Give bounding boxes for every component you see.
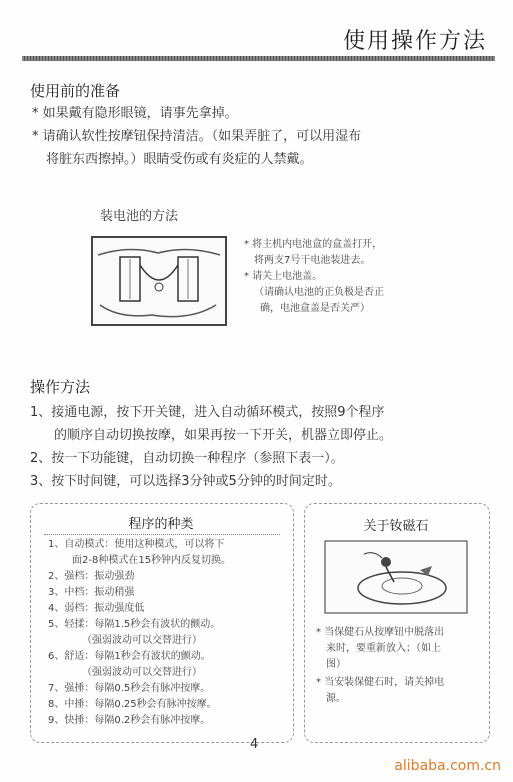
program-item-8: 8、中捶：每隔0.25秒会有脉冲按摩。 — [48, 699, 217, 710]
program-box-divider — [44, 534, 280, 535]
program-item-4: 4、弱档：振动强度低 — [48, 603, 145, 614]
page-number: 4 — [250, 737, 259, 752]
operation-line-4: 3、按下时间键，可以选择3分钟或5分钟的时间定时。 — [30, 474, 341, 489]
before-use-line-2: * 请确认软性按摩钮保持清洁。（如果弄脏了，可以用湿布 — [32, 129, 362, 144]
program-item-5: 5、轻揉：每隔1.5秒会有波状的颤动。 — [48, 619, 221, 630]
operation-heading: 操作方法 — [30, 378, 91, 396]
magnet-note-3: 图） — [326, 659, 346, 670]
before-use-line-3: 将脏东西擦掉。）眼睛受伤或有炎症的人禁戴。 — [46, 152, 313, 167]
magnet-note-4: * 当安装保健石时，请关掉电 — [316, 677, 445, 688]
program-item-7: 7、强捶：每隔0.5秒会有脉冲按摩。 — [48, 683, 211, 694]
battery-installation-illustration — [90, 235, 228, 327]
battery-note-3: * 请关上电池盖。 — [244, 271, 323, 282]
battery-note-5: 确，电池盒盖是否关严） — [260, 303, 370, 314]
header-divider — [22, 56, 495, 61]
program-item-1: 1、自动模式：使用这种模式，可以将下 — [48, 539, 225, 550]
magnet-box-title: 关于钕磁石 — [363, 519, 429, 534]
battery-note-2: 将两支7号干电池装进去。 — [254, 255, 371, 266]
operation-line-2: 的顺序自动切换按摩，如果再按一下开关，机器立即停止。 — [54, 428, 393, 443]
before-use-heading: 使用前的准备 — [30, 82, 121, 100]
operation-line-1: 1、接通电源，按下开关键，进入自动循环模式，按照9个程序 — [30, 405, 385, 420]
before-use-line-1: * 如果戴有隐形眼镜，请事先拿掉。 — [32, 106, 238, 121]
battery-note-4: （请确认电池的正负极是否正 — [254, 287, 384, 298]
watermark-url: alibaba.com.cn — [394, 758, 501, 774]
operation-line-3: 2、按一下功能键，自动切换一种程序（参照下表一）。 — [30, 451, 344, 466]
program-item-6: 6、舒适：每隔1秒会有波状的颤动。 — [48, 651, 211, 662]
program-item-9: 9、快捶：每隔0.2秒会有脉冲按摩。 — [48, 715, 211, 726]
magnet-stone-illustration — [324, 540, 468, 614]
magnet-note-5: 源。 — [326, 693, 346, 704]
program-item-6-note: （强弱波动可以交替进行） — [82, 667, 202, 678]
magnet-info-box — [304, 503, 490, 743]
program-box-title: 程序的种类 — [128, 517, 194, 532]
battery-heading: 装电池的方法 — [100, 209, 179, 224]
program-item-5-note: （强弱波动可以交替进行） — [82, 635, 202, 646]
program-item-2: 2、强档：振动强劲 — [48, 571, 135, 582]
magnet-note-1: * 当保健石从按摩钮中脱落出 — [316, 627, 445, 638]
page-title: 使用操作方法 — [342, 29, 487, 54]
program-item-3: 3、中档：振动稍强 — [48, 587, 135, 598]
program-item-1-cont: 面2-8种模式在15秒钟内反复切换。 — [72, 555, 232, 566]
magnet-note-2: 来时，要重新放入；（如上 — [326, 643, 441, 654]
battery-note-1: * 将主机内电池盒的盒盖打开， — [244, 239, 383, 250]
